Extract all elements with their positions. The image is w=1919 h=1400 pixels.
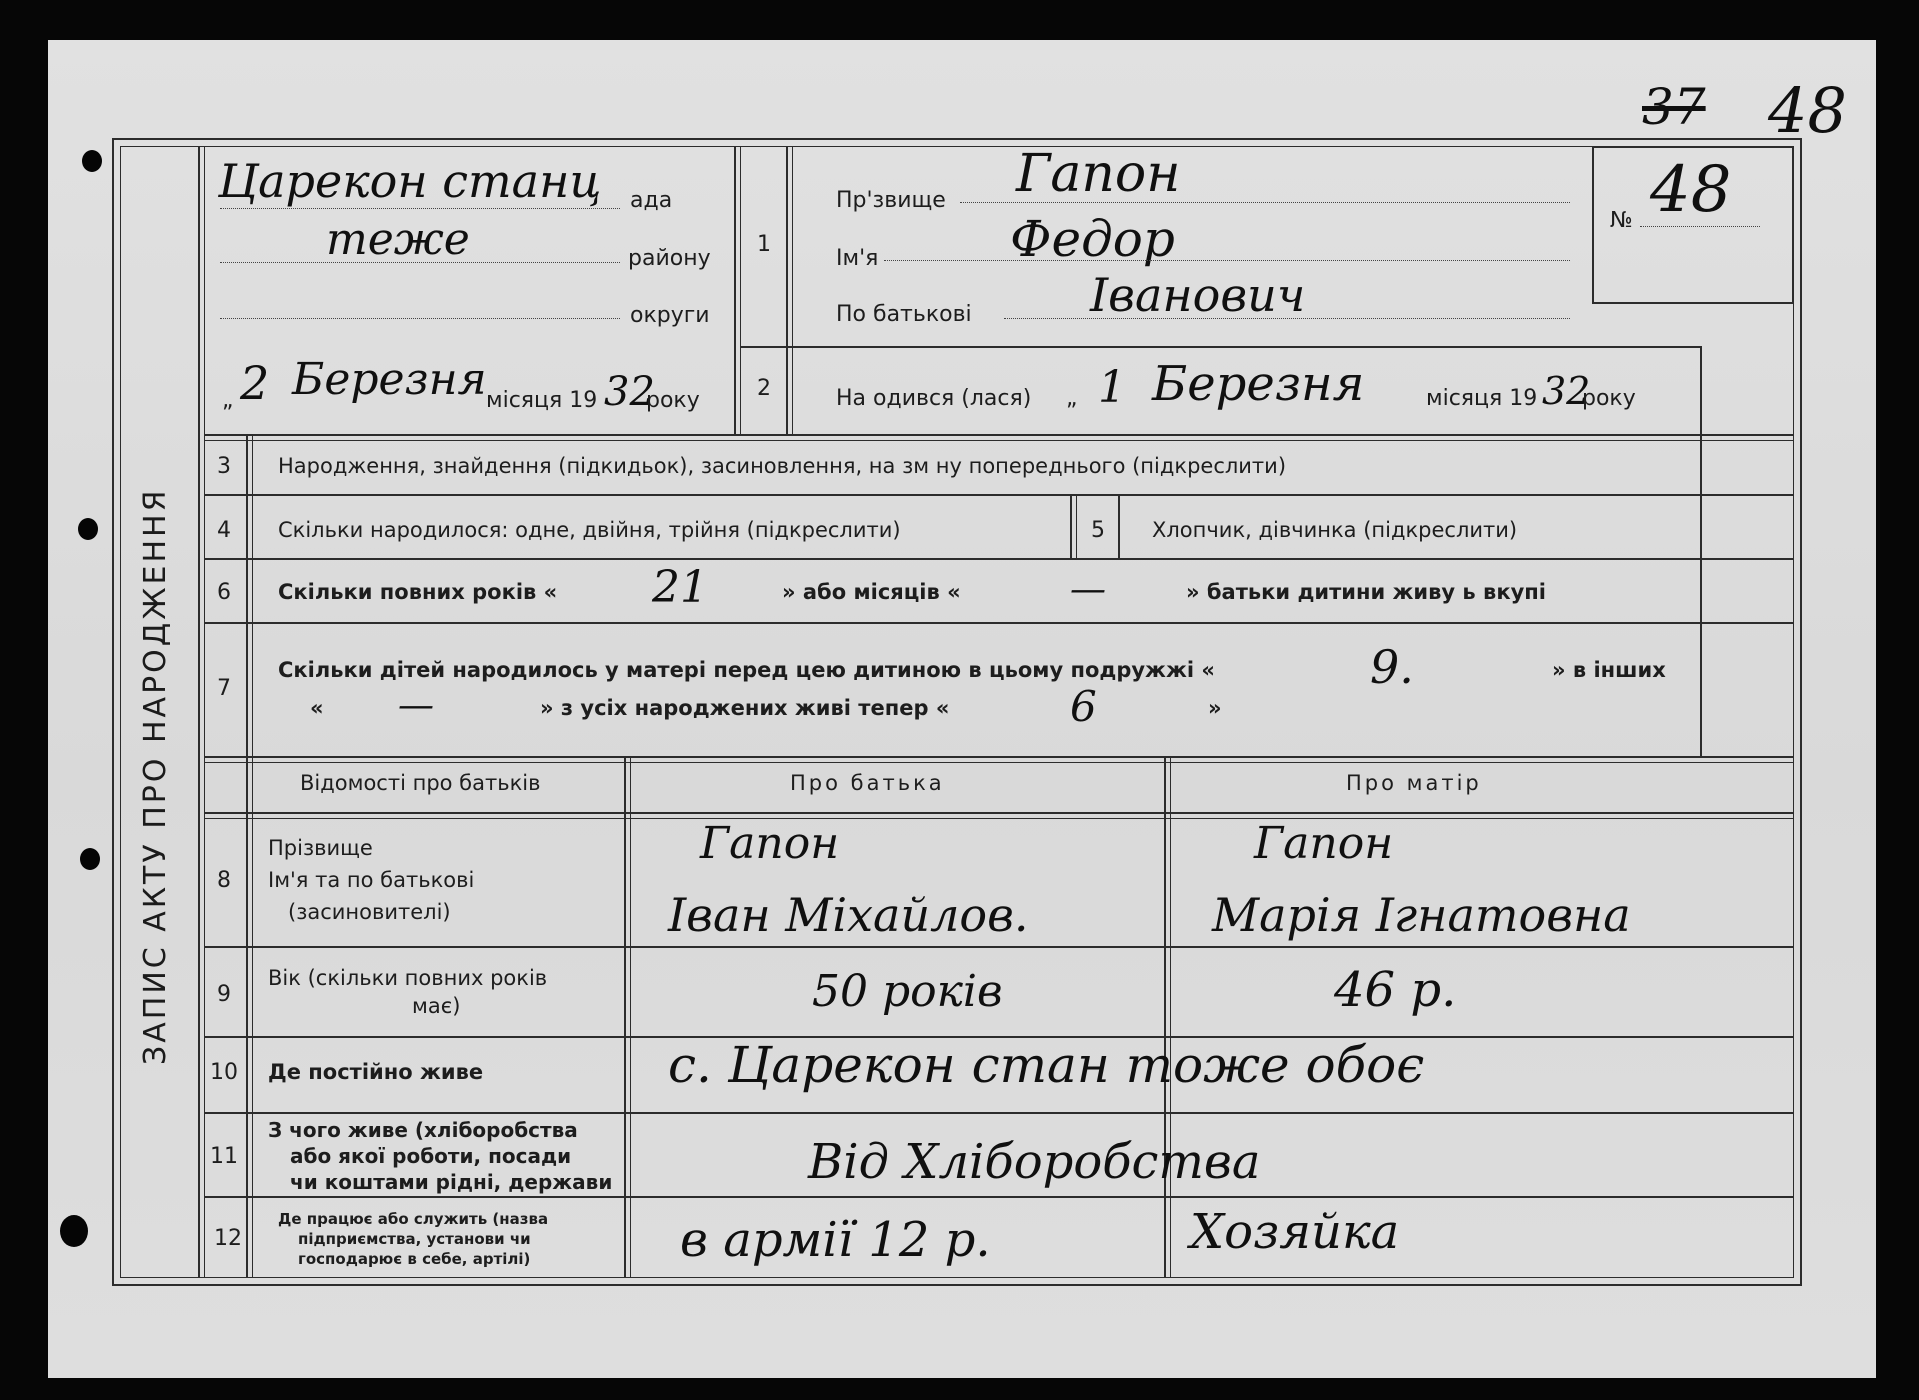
patronymic-label: По батькові [836, 302, 972, 327]
punch-hole [82, 150, 102, 172]
children-in-marriage: 9. [1370, 640, 1414, 694]
birth-date-label: На одився (лася) [836, 386, 1032, 411]
row-number-12: 12 [214, 1226, 242, 1251]
registration-year: 32 [604, 369, 655, 415]
punch-hole [80, 848, 100, 870]
rada-label: ада [630, 188, 673, 213]
row-number-6: 6 [217, 580, 231, 605]
row-number-10: 10 [210, 1060, 238, 1085]
row-number-11: 11 [210, 1144, 238, 1169]
row8-label-1: Прізвище [268, 836, 373, 860]
row-number-5: 5 [1091, 518, 1105, 543]
row-number-9: 9 [217, 982, 231, 1007]
parents-header-father: Про батька [790, 771, 945, 795]
children-line2-start: « [310, 696, 324, 720]
name-label: Ім'я [836, 246, 879, 271]
parents-header-mother: Про матір [1346, 771, 1482, 795]
mother-workplace: Хозяйка [1190, 1204, 1400, 1260]
child-name: Федор [1010, 210, 1175, 268]
row8-label-2: Ім'я та по батькові [268, 868, 475, 892]
raion-label: району [628, 246, 711, 271]
surname-label: Пр'звище [836, 188, 946, 213]
children-other: — [398, 685, 434, 726]
row11-label-2: або якої роботи, посади [290, 1144, 572, 1168]
registration-year-label: року [646, 388, 700, 413]
raion-value: теже [326, 214, 470, 265]
row-number-7: 7 [217, 676, 231, 701]
birth-type-text: Народження, знайдення (підкидьок), засиновлення, на зм ну попереднього (підкреслити) [278, 454, 1287, 478]
children-line1: Скільки дітей народилось у матері перед цею дитиною в цьому подружжі « [278, 658, 1215, 682]
row-number-8: 8 [217, 868, 231, 893]
livelihood: Від Хліборобства [808, 1134, 1261, 1190]
row12-label-1: Де працює або служить (назва [278, 1210, 549, 1228]
row-number-1: 1 [757, 232, 771, 257]
page-number: 48 [1768, 74, 1847, 147]
marriage-months-label: » або місяців « [782, 580, 961, 604]
birth-month-label: місяця 19 [1426, 386, 1538, 411]
together-label: » батьки дитини живу ь вкупі [1186, 580, 1546, 604]
registration-month-label: місяця 19 [486, 388, 598, 413]
row9-label-1: Вік (скільки повних років [268, 966, 548, 990]
row8-label-3: (засиновителі) [288, 900, 451, 924]
children-line1-end: » в інших [1552, 658, 1666, 682]
sex-text: Хлопчик, дівчинка (підкреслити) [1152, 518, 1518, 542]
row10-label: Де постійно живе [268, 1060, 484, 1084]
row-number-2: 2 [757, 376, 771, 401]
row9-label-2: має) [412, 994, 461, 1018]
old-page-number: 37 [1642, 78, 1706, 136]
punch-hole [78, 518, 98, 540]
birth-year-label: року [1582, 386, 1636, 411]
children-alive: 6 [1070, 682, 1097, 731]
mother-age: 46 р. [1334, 962, 1457, 1018]
registration-month: Березня [292, 354, 487, 405]
row-number-3: 3 [217, 454, 231, 479]
father-workplace: в армії 12 р. [680, 1212, 991, 1268]
birth-month: Березня [1152, 356, 1365, 412]
father-surname: Гапон [700, 818, 840, 869]
row12-label-3: господарює в себе, артілі) [298, 1250, 531, 1268]
father-name: Іван Міхайлов. [668, 888, 1029, 942]
residence: с. Царекон стан тоже обоє [668, 1036, 1425, 1094]
mother-surname: Гапон [1254, 818, 1394, 869]
marriage-months: — [1070, 569, 1106, 610]
form-title-vertical: ЗАПИС АКТУ ПРО НАРОДЖЕННЯ [138, 487, 173, 1065]
birth-day: 1 [1098, 362, 1126, 413]
record-number-value: 48 [1650, 153, 1732, 227]
mother-name: Марія Ігнатовна [1212, 888, 1631, 942]
children-line2-end: » [1208, 696, 1222, 720]
record-number-label: № [1610, 208, 1633, 233]
child-surname: Гапон [1016, 144, 1181, 204]
parents-header-info: Відомості про батьків [300, 771, 541, 795]
row11-label-1: З чого живе (хліборобства [268, 1118, 578, 1142]
father-age: 50 років [812, 966, 1003, 1017]
marriage-years-label: Скільки повних років « [278, 580, 558, 604]
okruha-label: округи [630, 303, 710, 328]
multiplicity-text: Скільки народилося: одне, двійня, трійня (підкреслити) [278, 518, 901, 542]
children-line2-mid: » з усіх народжених живі тепер « [540, 696, 950, 720]
rada-value: Царекон станц [218, 154, 602, 208]
punch-hole [60, 1215, 88, 1247]
birth-year: 32 [1542, 369, 1591, 413]
row11-label-3: чи коштами рідні, держави [290, 1170, 613, 1194]
row-number-4: 4 [217, 518, 231, 543]
title-column-divider [198, 146, 200, 1278]
child-patronymic: Іванович [1090, 268, 1306, 322]
registration-day: 2 [240, 356, 270, 410]
marriage-years: 21 [652, 562, 708, 613]
row12-label-2: підприємства, установи чи [298, 1230, 531, 1248]
